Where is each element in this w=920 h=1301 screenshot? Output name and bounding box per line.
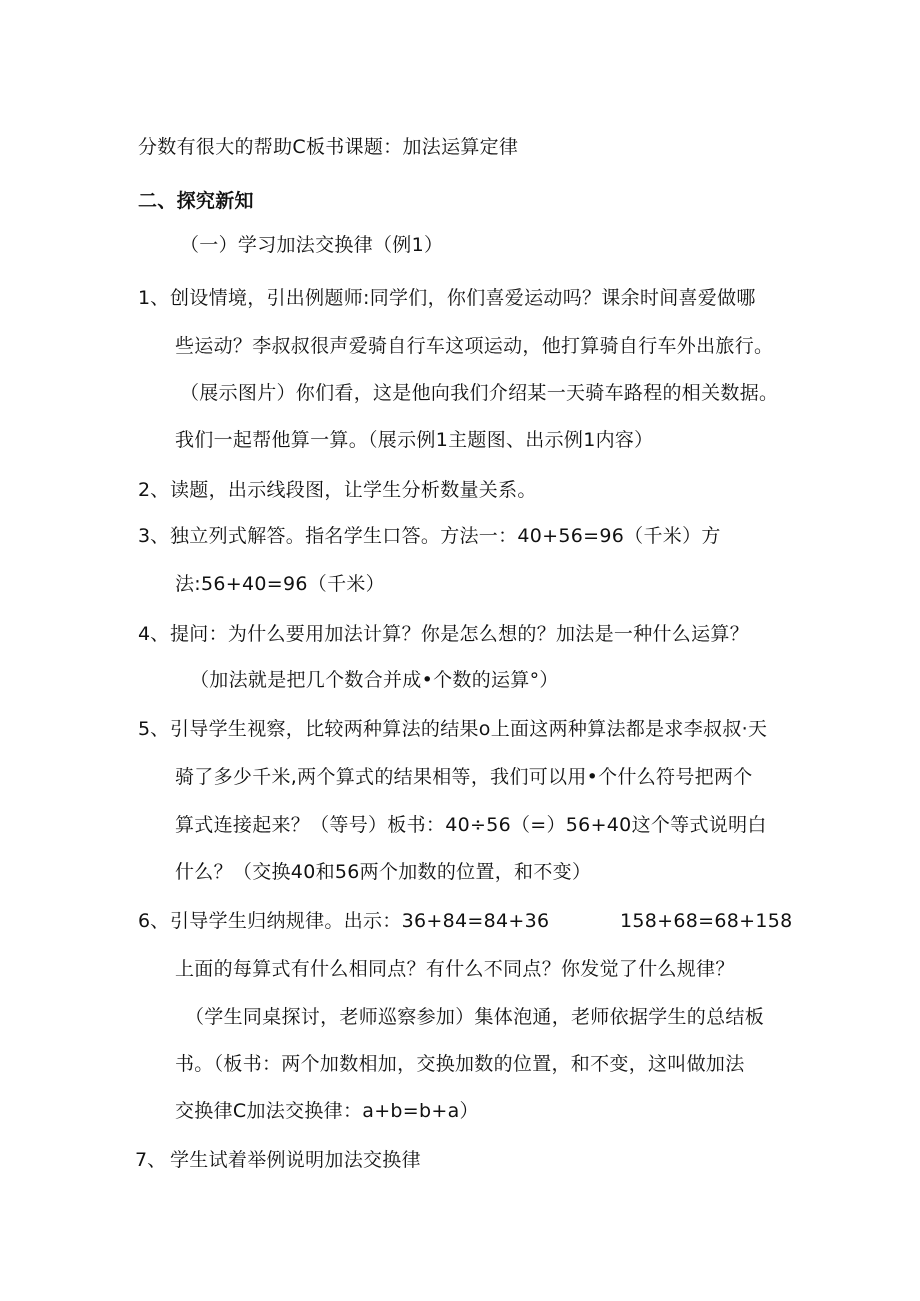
intro-line: 分数有很大的帮助C板书课题：加法运算定律	[138, 136, 519, 158]
item-6-line-2: 上面的每算式有什么相同点？有什么不同点？你发觉了什么规律？	[175, 958, 735, 980]
item-number-7: 7、	[135, 1149, 167, 1171]
item-number-6: 6、	[138, 910, 170, 932]
item-5-line-3: 算式连接起来？（等号）板书：40÷56（=）56+40这个等式说明白	[175, 814, 767, 836]
item-number-4: 4、	[138, 623, 170, 645]
item-4-line-2: （加法就是把几个数合并成•个数的运算°）	[190, 669, 559, 691]
item-6-line-1-right: 158+68=68+158	[620, 910, 793, 932]
item-1-line-3: （展示图片）你们看，这是他向我们介绍某一天骑车路程的相关数据。	[180, 382, 779, 404]
item-7-line-1: 学生试着举例说明加法交换律	[170, 1149, 421, 1171]
subsection-heading: （一）学习加法交换律（例1）	[180, 234, 444, 256]
item-2-line-1: 读题，出示线段图，让学生分析数量关系。	[170, 479, 537, 501]
item-1-line-1: 创设情境，引出例题师:同学们，你们喜爱运动吗？课余时间喜爱做哪	[170, 287, 756, 309]
item-number-2: 2、	[138, 479, 170, 501]
item-6-line-5: 交换律C加法交换律：a+b=b+a）	[175, 1100, 479, 1122]
item-3-line-2: 法:56+40=96（千米）	[175, 573, 385, 595]
item-number-3: 3、	[138, 525, 170, 547]
item-4-line-1: 提问：为什么要用加法计算？你是怎么想的？加法是一种什么运算？	[170, 623, 750, 645]
item-6-line-4: 书。（板书：两个加数相加，交换加数的位置，和不变，这叫做加法	[175, 1053, 745, 1075]
item-6-line-3: （学生同桌探讨，老师巡察参加）集体泡通，老师依据学生的总结板	[185, 1006, 765, 1028]
section-heading: 二、探究新知	[138, 190, 254, 212]
item-5-line-1: 引导学生视察，比较两种算法的结果o上面这两种算法都是求李叔叔·天	[170, 718, 768, 740]
item-1-line-4: 我们一起帮他算一算。（展示例1主题图、出示例1内容）	[175, 429, 654, 451]
item-number-5: 5、	[138, 718, 170, 740]
item-6-line-1-left: 引导学生归纳规律。出示：36+84=84+36	[170, 910, 550, 932]
item-number-1: 1、	[138, 287, 170, 309]
item-5-line-2: 骑了多少千米,两个算式的结果相等，我们可以用•个什么符号把两个	[175, 766, 753, 788]
item-1-line-2: 些运动？李叔叔很声爱骑自行车这项运动，他打算骑自行车外出旅行。	[175, 335, 774, 357]
item-5-line-4: 什么？（交换40和56两个加数的位置，和不变）	[175, 861, 592, 883]
item-3-line-1: 独立列式解答。指名学生口答。方法一：40+56=96（千米）方	[170, 525, 721, 547]
